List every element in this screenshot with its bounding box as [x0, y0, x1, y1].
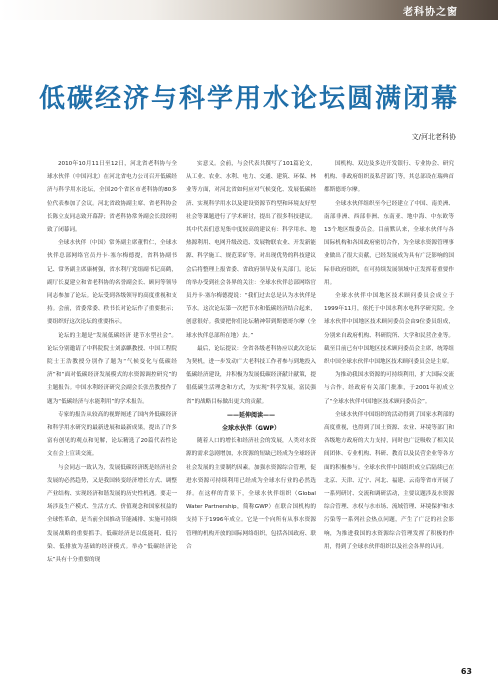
- paragraph: 全球水伙伴组织至今已经建立了中国、南美洲、南部非洲、西部非洲、东南亚、地中海、中东欧等13个地区级委员会。目前默认来，全球水伙伴与各国际机构和各国政府密切合作，为全球水资源管理事业做出了很大贡献，已经发展成为具有广泛影响的国际非政府组织，在可持续发展领域中正发挥着重要作用。: [324, 200, 454, 286]
- paragraph: 为推动我国水资源的可持续利用，扩大国际交流与合作，经政府有关部门批准，于2001年初成立了“全球水伙伴中国地区技术顾问委员会”。: [324, 372, 454, 405]
- sidebar-subheading: 全球水伙伴（GWP）: [222, 425, 280, 433]
- column-name: 老科协之窗: [403, 7, 458, 18]
- article-column-3: [324, 158, 454, 644]
- article-column-1: [47, 158, 177, 644]
- paragraph: 实意义。会前，与会代表共撰写了101篇论文，从工业、农业、水利、电力、交通、建筑、环保、林业等方面，对河北省如何应对气候变化、发展低碳经济、实现科学用水以及建设资源节约型和环境友好型社会等课题进行了学术研讨，提出了很多科技建议。其中代表们意见集中度较高的建议有：科学用水、地热源利用、电网升级改造、发展物联农业、开发新能源、科学施工、规范采矿等。对出现优势的科技建议会后将整理上报省委、省政府领导及有关部门。论坛的举办受到社会各界的关注：全球水伙伴总部网络官员丹卡·塞尔梅德提说：“我们过去总是认为水伙伴是节水。这次论坛第一次把节水和低碳经济结合起来，创意很好。我要把你们论坛精神带到斯德哥尔摩（全球水伙伴总部所在地）去。”: [186, 161, 316, 339]
- sidebar-paragraph: 随着人口的增长和经济社会的发展，人类对水资源的需求急剧增加，水资源的短缺已经成为全球经济社会发展的主要制约因素。加强水资源综合管理，促进水资源可持续利用已经成为全球水行业的必然选择。在这样的背景下，全球水伙伴组织（Global Water Partnership，简称GWP）在联合国机构的支持下于1996年成立。它是一个向所有从事水资源管理的机构开放的国际网络组织，包括各国政府、联合: [186, 438, 316, 550]
- page-number: 63: [460, 667, 472, 676]
- article-column-2: [186, 158, 316, 644]
- paragraph: 全球水伙伴中国地区技术顾问委员会成立于1999年11月，依托于中国水利水电科学研究院。全球水伙伴中国地区技术顾问委员会由9位委员组成，分别来自政府机构、科研院所、大学和民营企业等。截至目前已有中国地区技术顾问委员会主席，统筹组织中国全球水伙伴中国地区技术顾问委员会是主席。: [324, 293, 454, 366]
- paragraph: 论坛的主题是“发展低碳经济 建节水型社会”。论坛分别邀请了中科院院士刘嘉麒教授、中国工程院院士王浩教授分别作了题为“气候变化与低碳经济”和“面对低碳经济发展模式的水资源调控研究”的主题报告。中国水利经济研究会副会长张岳教授作了题为“低碳经济与水能利用”的学术报告。: [47, 332, 177, 405]
- article-title: 低碳经济与科学用水论坛圆满闭幕: [38, 84, 459, 114]
- paragraph: 与会同志一致认为，发展低碳经济既是经济社会发展的必然趋势，又是我国转变经济增长方式、调整产业结构、实现经济和谐发展的历史性机遇。要走一场涉及生产模式、生活方式、价值观念和国家权益的全球性革命，是当前全国推动节能减排、实施可持续发展战略的重要抓手。低碳经济是以低能耗、低污染、低排放为基础的经济模式。举办“低碳经济论坛”具有十分重要的现: [47, 464, 177, 564]
- paragraph: 全球水伙伴（中国）常务副主席董哲仁，全球水伙伴总部网络官员丹卡·塞尔梅德提，省科协副书记、常务副主席康树强，省水利厅党组副书记高鹤，副厅长夏建立和省老科协的名誉副会长、顾问等领导同志参加了论坛。论坛受到各级领导的高度重视和支持。会前，省委常委、秩书长对论坛作了重要批示；要组织好这次论坛的重要指示。: [47, 240, 177, 326]
- sidebar-heading: ——延伸阅读——: [226, 411, 275, 419]
- paragraph: 2010年10月11日至12日，河北省老科协与全球水伙伴（中国河北）在河北省电力公司召开低碳经济与科学用水论坛，全国20个省区市老科协的80多位代表参加了会议。河北省政协副主席、省老科协会长陈立友同志致开幕辞；省老科协常务副会长段经明致了闭幕词。: [47, 161, 177, 234]
- paragraph: 专家的报告从较高的视野阐述了国内外低碳经济和科学用水研究的最新进展和最新成果，提出了许多富有创见的观点和见解，论坛精选了20篇代表性论文在会上宣读交流。: [47, 411, 177, 458]
- paragraph: 国机构、双边及多边开发银行、专业协会、研究机构、非政府组织及私营部门等，其总部设在瑞典首都斯德哥尔摩。: [324, 161, 454, 194]
- paragraph: 全球水伙伴中国组织的活动得到了国家水利部的高度重视，也得到了国土资源、农业、环境等部门和各级地方政府的大力支持，同时也广泛吸收了相关民间团体、专业机构、科研、教育以及民营企业等各方面的积极参与。全球水伙伴中国组织成立后陆续已在北京、天津、辽宁、河北、福建、云南等省市开展了一系列研讨、交流和调研活动，主要议题涉及水资源综合管理、水权与水市场、流域管理、环境保护和水污染等一系列社会热点问题，产生了广泛的社会影响，为推进我国的水资源综合管理发挥了积极的作用，得到了全球水伙伴组织以及社会各界的认同。: [324, 411, 454, 550]
- paragraph: 最后，论坛提议：全省各级老科协应以此次论坛为契机，进一步发动广大老科技工作者参与到地投入低碳经济建设，并积极为发展低碳经济献计献策，提倡低碳生活理念和方式，为实现“科学发展，富民强省”的战略目标做出更大的贡献。: [186, 345, 316, 405]
- article-byline: 文/河北老科协: [411, 133, 456, 141]
- header-band: [0, 0, 498, 20]
